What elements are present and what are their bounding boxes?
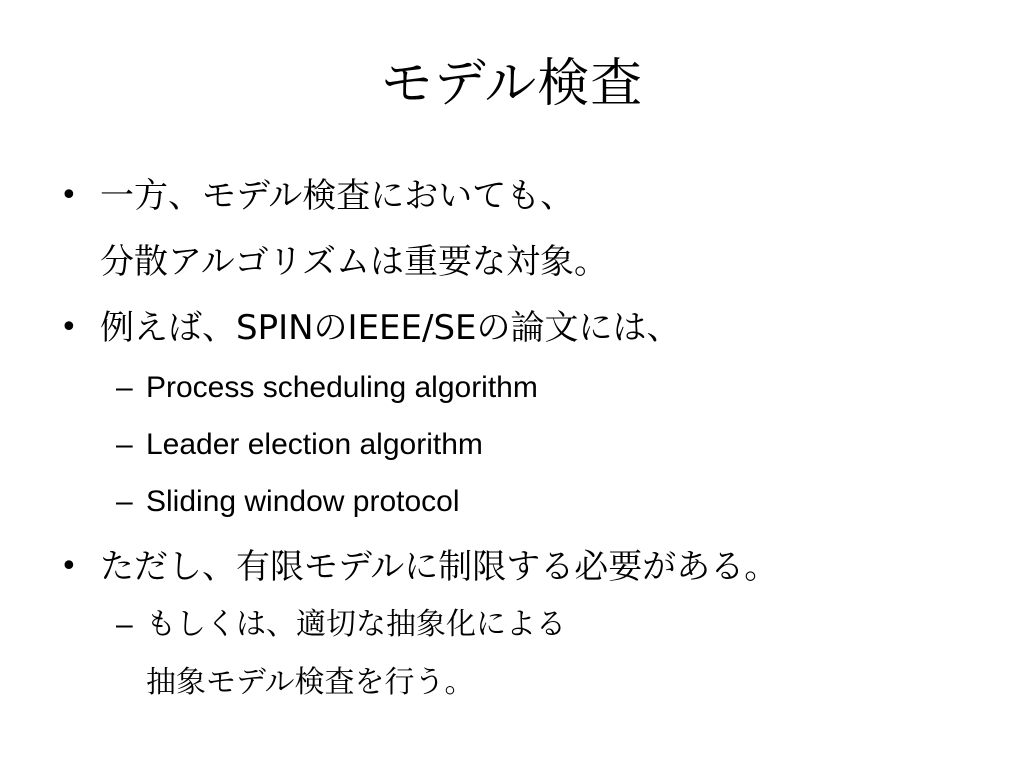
sub-bullet-text: Leader election algorithm bbox=[146, 428, 483, 461]
sub-bullet-marker: – bbox=[116, 485, 133, 518]
sub-bullet-text: Process scheduling algorithm bbox=[146, 371, 538, 404]
sub-bullet-text-line: もしくは、適切な抽象化による bbox=[146, 607, 566, 642]
sub-bullet-text: Sliding window protocol bbox=[146, 485, 460, 518]
bullet-marker: • bbox=[60, 310, 78, 345]
bullet-marker: • bbox=[60, 178, 78, 213]
sub-bullet-text-line: 抽象モデル検査を行う。 bbox=[146, 665, 475, 700]
sub-bullet-marker: – bbox=[116, 371, 133, 404]
sub-bullet-marker: – bbox=[116, 428, 133, 461]
slide-title: モデル検査 bbox=[380, 54, 644, 114]
bullet-text: ただし、有限モデルに制限する必要がある。 bbox=[100, 547, 779, 587]
sub-bullet-text-continued bbox=[146, 663, 475, 703]
bullet-text: 一方、モデル検査においても、 bbox=[100, 176, 575, 216]
bullet-marker: • bbox=[60, 549, 78, 584]
bullet-text-continued: 分散アルゴリズムは重要な対象。 bbox=[100, 242, 608, 282]
bullet-text: 例えば、SPINのIEEE/SEの論文には、 bbox=[100, 308, 681, 348]
sub-bullet-marker: – bbox=[116, 608, 133, 641]
sub-bullet-text bbox=[146, 605, 566, 645]
